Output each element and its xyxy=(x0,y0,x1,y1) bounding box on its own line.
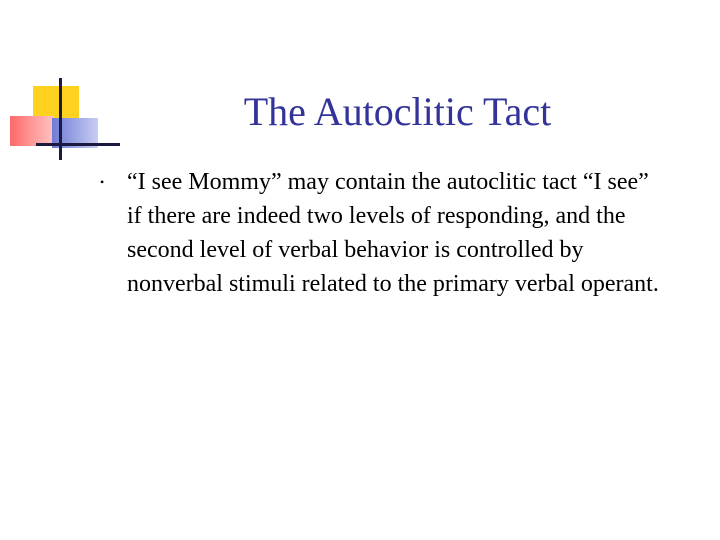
horizontal-line-decoration xyxy=(36,143,120,146)
corner-decoration xyxy=(0,0,120,170)
bullet-item xyxy=(100,165,667,301)
bullet-icon: • xyxy=(100,175,105,189)
bullet-list xyxy=(100,165,690,301)
bullet-text: “I see Mommy” may contain the autoclitic tact “I see” if there are indeed two levels of responding, and the second level of verbal behavior is controlled by nonverbal stimuli related to the primary verbal operant. xyxy=(127,169,659,297)
vertical-line-decoration xyxy=(59,78,62,160)
slide-title: The Autoclitic Tact xyxy=(243,89,552,134)
red-square-decoration xyxy=(10,116,54,146)
